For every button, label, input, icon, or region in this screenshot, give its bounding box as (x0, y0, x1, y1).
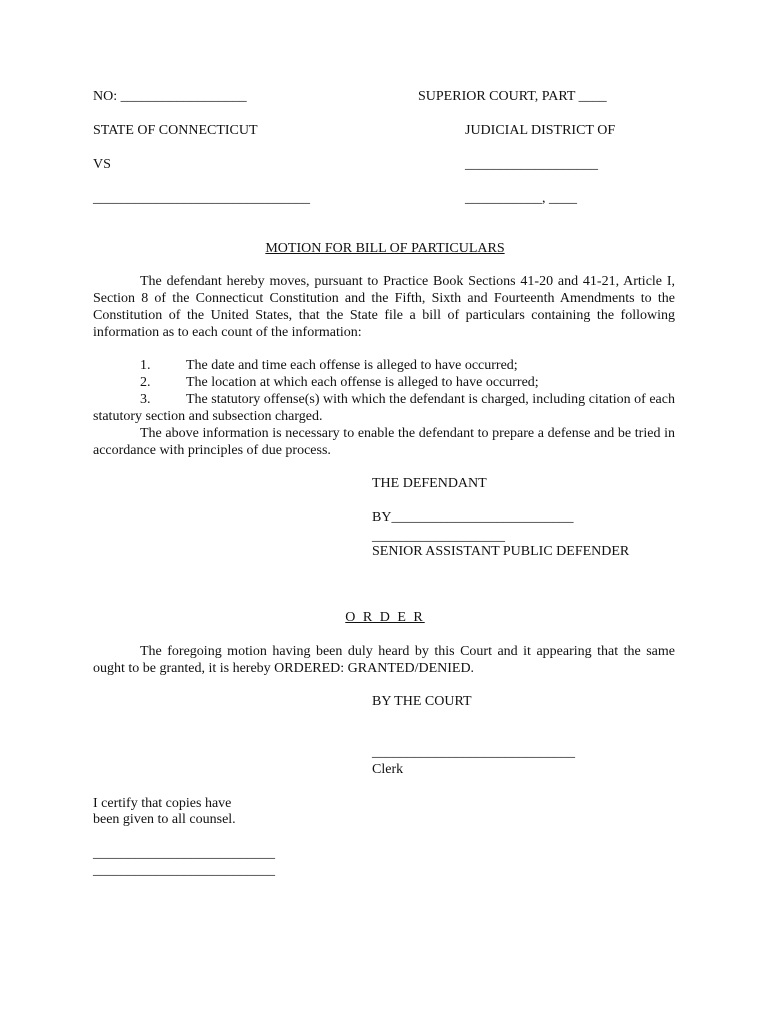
certification-signature-line-2: __________________________ (93, 863, 275, 878)
list-item-text: The statutory offense(s) with which the defendant is charged, including citation of each statutory section and subsection charged. (93, 392, 675, 424)
list-item (93, 357, 675, 374)
judicial-district-label: JUDICIAL DISTRICT OF (465, 123, 616, 138)
list-item (93, 374, 675, 391)
certification-line-1: I certify that copies have (93, 796, 232, 811)
list-item (93, 391, 675, 425)
clerk-label: Clerk (372, 762, 404, 777)
certification-line-2: been given to all counsel. (93, 812, 236, 827)
court-part-field: SUPERIOR COURT, PART ____ (418, 89, 607, 104)
defendant-party-label: THE DEFENDANT (372, 476, 487, 491)
signer-title: SENIOR ASSISTANT PUBLIC DEFENDER (372, 544, 630, 559)
defendant-name-blank: _______________________________ (93, 191, 310, 206)
signature-by-line: BY__________________________ (372, 510, 574, 525)
date-blank: ___________, ____ (465, 191, 577, 206)
list-item-number: 3. (140, 392, 151, 407)
motion-closing-paragraph: The above information is necessary to enable the defendant to prepare a defense and be tried in accordance with principles of due process. (93, 426, 675, 458)
signature-short-line: ___________________ (372, 529, 505, 544)
versus-label: VS (93, 157, 111, 172)
motion-intro-paragraph: The defendant hereby moves, pursuant to Practice Book Sections 41-20 and 41-21, Article I, Section 8 of the Connecticut Constitution and the Fifth, Sixth and Fourteenth Amendments to the Constitution of the United States, that the State file a bill of particulars containing the following information as to each count of the information: (93, 274, 675, 340)
plaintiff-state: STATE OF CONNECTICUT (93, 123, 258, 138)
list-item-number: 2. (140, 375, 151, 390)
motion-title: MOTION FOR BILL OF PARTICULARS (265, 241, 505, 256)
by-the-court-label: BY THE COURT (372, 694, 472, 709)
order-paragraph: The foregoing motion having been duly heard by this Court and it appearing that the same ought to be granted, it is hereby ORDERED: GRANTED/DENIED. (93, 644, 675, 676)
list-item-text: The location at which each offense is alleged to have occurred; (186, 375, 539, 390)
motion-list (93, 357, 675, 391)
case-number-field: NO: __________________ (93, 89, 247, 104)
certification-signature-line-1: __________________________ (93, 846, 275, 861)
clerk-signature-line: _____________________________ (372, 745, 575, 760)
list-item-number: 1. (140, 358, 151, 373)
order-title: O R D E R (345, 610, 425, 625)
list-item-text: The date and time each offense is alleged to have occurred; (186, 358, 518, 373)
judicial-district-blank: ___________________ (465, 157, 598, 172)
